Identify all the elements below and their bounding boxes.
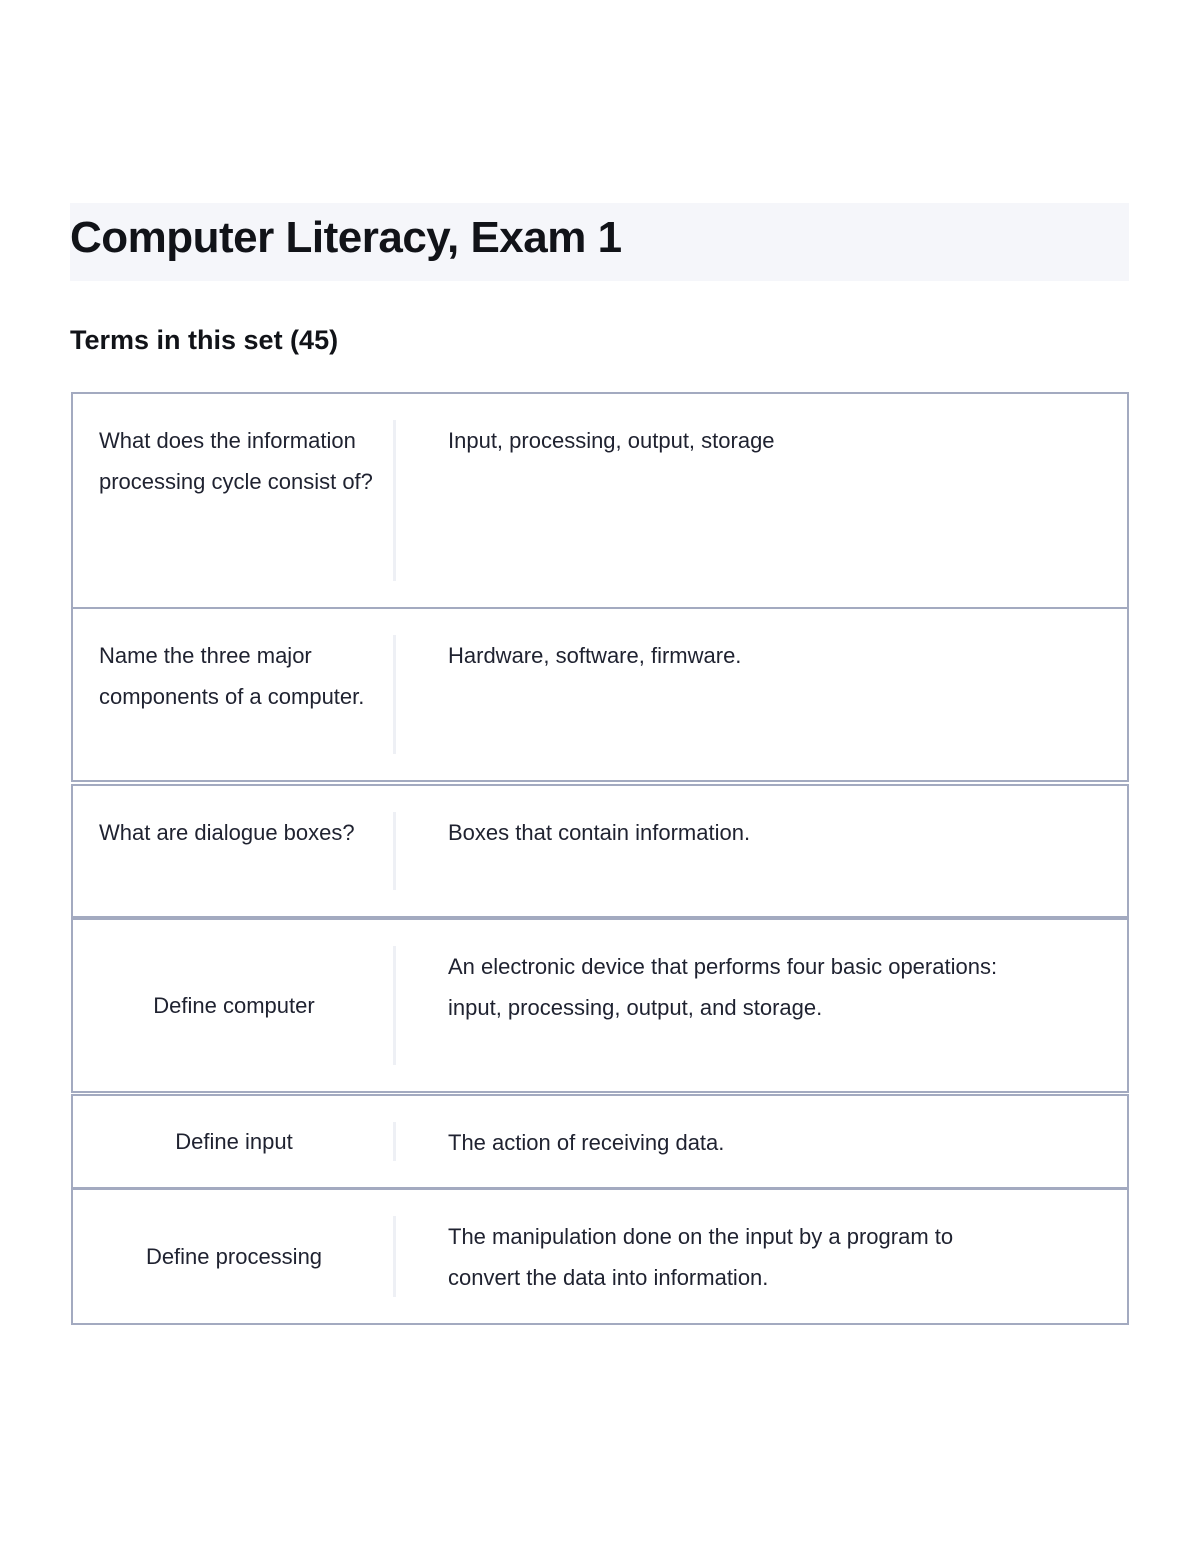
term-card	[71, 1188, 1129, 1325]
term-text: What are dialogue boxes?	[99, 820, 355, 845]
card-divider	[393, 635, 396, 754]
term-card	[71, 392, 1129, 609]
definition-text: Hardware, software, firmware.	[448, 643, 742, 668]
card-divider	[393, 812, 396, 890]
card-divider	[393, 946, 396, 1065]
card-divider	[393, 1122, 396, 1161]
page-title: Computer Literacy, Exam 1	[70, 213, 622, 262]
definition-text: The action of receiving data.	[448, 1130, 725, 1155]
definition-text: Input, processing, output, storage	[448, 428, 775, 453]
term-text: Name the three major components of a computer.	[99, 643, 365, 709]
term-card	[71, 1094, 1129, 1189]
term-text: Define processing	[145, 1244, 323, 1269]
terms-count-heading: Terms in this set (45)	[70, 325, 339, 355]
term-card	[71, 607, 1129, 782]
term-text: Define input	[175, 1129, 293, 1154]
term-card	[71, 918, 1129, 1093]
card-divider	[393, 420, 396, 581]
term-card	[71, 784, 1129, 918]
definition-text: The manipulation done on the input by a program to convert the data into information.	[448, 1224, 954, 1290]
definition-text: An electronic device that performs four basic operations: input, processing, output, and storage.	[448, 954, 998, 1020]
definition-text: Boxes that contain information.	[448, 820, 751, 845]
term-text: Define computer	[153, 993, 315, 1018]
card-divider	[393, 1216, 396, 1297]
term-text: What does the information processing cycle consist of?	[99, 428, 373, 494]
